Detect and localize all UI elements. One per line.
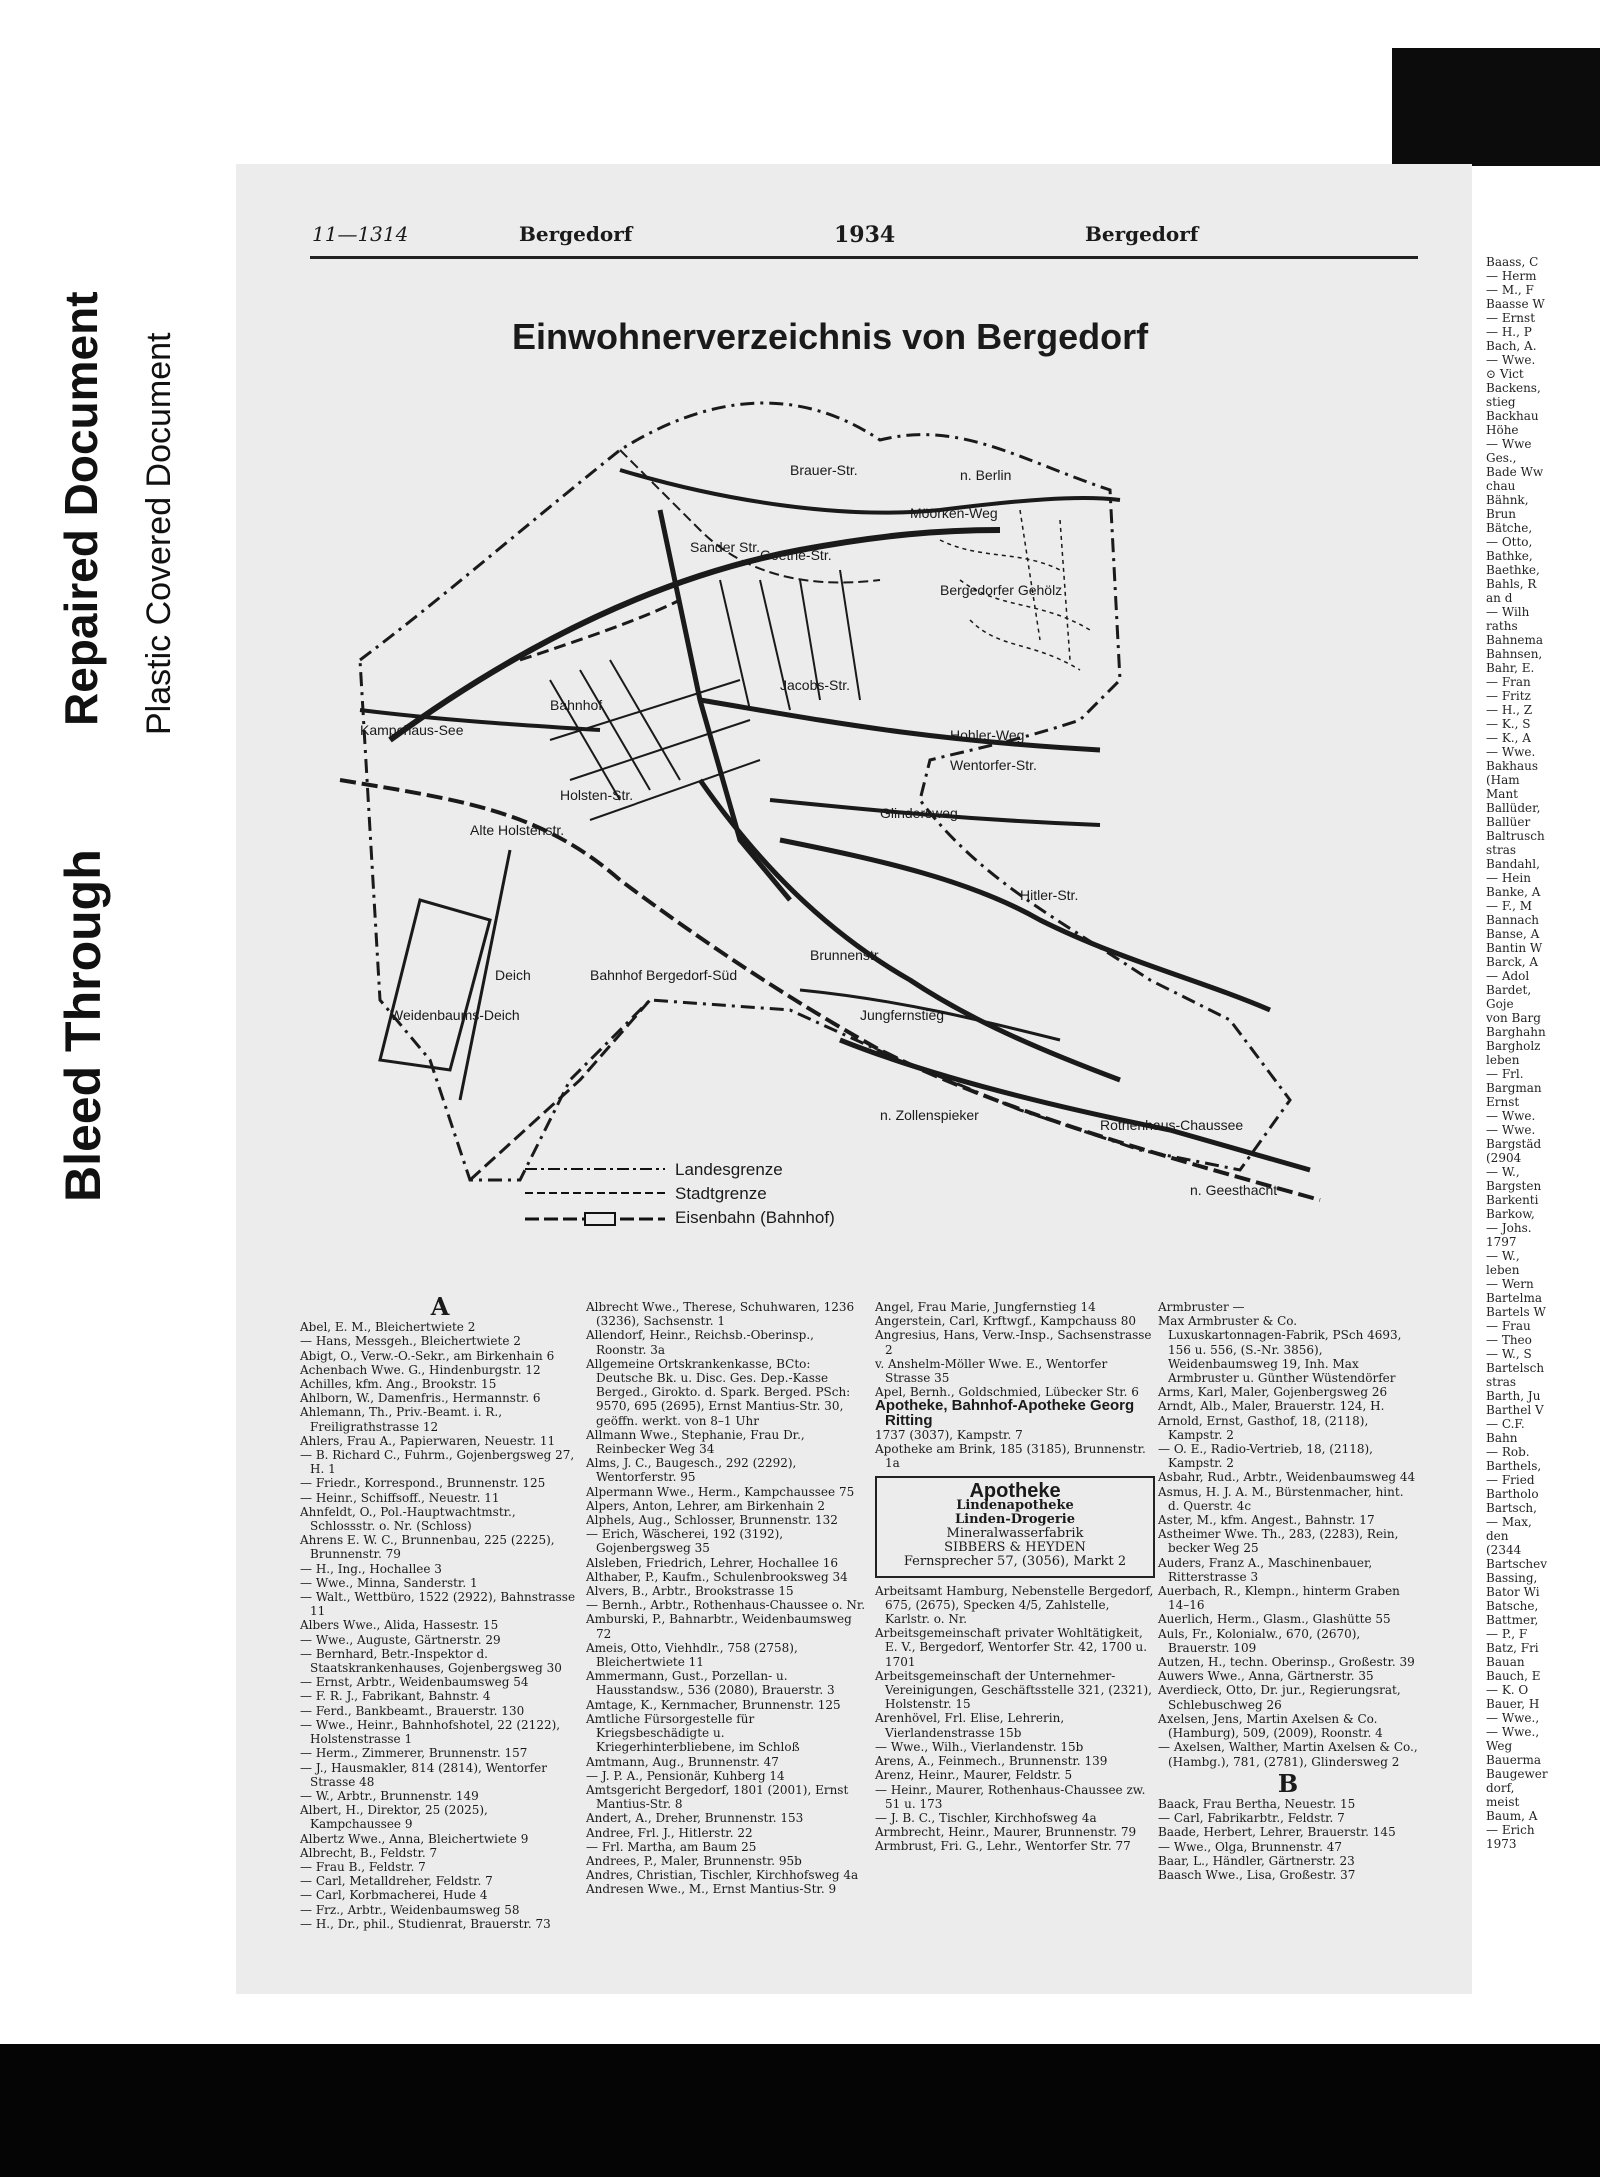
directory-entry: Achilles, kfm. Ang., Brookstr. 15 [300, 1377, 497, 1392]
label-brauer: Brauer-Str. [790, 462, 858, 478]
adjacent-line: Bandahl, [1486, 857, 1540, 871]
adjacent-line: dorf, [1486, 1781, 1515, 1795]
adjacent-line: — Frau [1486, 1319, 1531, 1333]
adjacent-line: Weg [1486, 1739, 1513, 1753]
label-hitler: Hitler-Str. [1020, 887, 1079, 903]
directory-entry: — Frl. Martha, am Baum 25 [586, 1839, 757, 1854]
adjacent-line: Bauer, H [1486, 1697, 1540, 1711]
hohler-road [700, 700, 1100, 750]
directory-entry: — Walt., Wettbüro, 1522 (2922), Bahnstrasse 11 [300, 1590, 576, 1619]
adjacent-line: Bahnsen, [1486, 647, 1543, 661]
adjacent-line: — K., A [1486, 731, 1531, 745]
label-zollen: n. Zollenspieker [880, 1107, 979, 1123]
directory-entry: — Herm., Zimmerer, Brunnenstr. 157 [300, 1746, 528, 1761]
label-jungfern: Jungfernstieg [860, 1007, 945, 1023]
label-deich: Deich [495, 967, 531, 983]
directory-entry: Amtliche Fürsorgestelle für Kriegsbeschädigte u. Kriegerhinterbliebene, im Schloß [586, 1711, 800, 1755]
directory-entry: — B. Richard C., Fuhrm., Gojenbergsweg 27, H. 1 [300, 1448, 575, 1477]
directory-entry: — Bernh., Arbtr., Rothenhaus-Chaussee o. Nr. [586, 1598, 866, 1613]
directory-entry: Arbeitsgemeinschaft der Unternehmer-Vereinigungen, Geschäftsstelle 321, (2321), Holstenstr. 15 [875, 1668, 1152, 1712]
directory-entry: Alvers, B., Arbtr., Brookstrasse 15 [586, 1584, 794, 1599]
adjacent-line: — M., F [1486, 283, 1534, 297]
adjacent-line: Mant [1486, 787, 1518, 801]
directory-entry: — J. B. C., Tischler, Kirchhofsweg 4a [875, 1810, 1097, 1825]
scan-black-bar [0, 2044, 1600, 2177]
adjacent-line: Barkenti [1486, 1193, 1539, 1207]
directory-entry: Arms, Karl, Maler, Gojenbergsweg 26 [1158, 1385, 1388, 1400]
adjacent-line: Barck, A [1486, 955, 1538, 969]
directory-column-2 [586, 1300, 866, 1897]
advert-lindenapotheke [875, 1476, 1155, 1577]
legend-eisenbahn: Eisenbahn (Bahnhof) [675, 1208, 835, 1227]
directory-entry: Aster, M., kfm. Angest., Bahnstr. 17 [1158, 1513, 1375, 1528]
label-geesthacht: n. Geesthacht [1190, 1182, 1278, 1198]
label-repaired-document: Repaired Document [55, 291, 107, 726]
directory-entry: — Heinr., Maurer, Rothenhaus-Chaussee zw. 51 u. 173 [875, 1782, 1146, 1811]
adjacent-line: — H., P [1486, 325, 1532, 339]
directory-entry: Alphels, Aug., Schlosser, Brunnenstr. 132 [586, 1513, 838, 1528]
adjacent-line: stieg [1486, 395, 1516, 409]
directory-entry: Andree, Frl. J., Hitlerstr. 22 [586, 1825, 753, 1840]
directory-entry: Andres, Christian, Tischler, Kirchhofsweg 4a [586, 1868, 859, 1883]
apotheke-ritting: Apotheke, Bahnhof-Apotheke Georg Ritting [875, 1397, 1135, 1429]
adjacent-line: — Otto, [1486, 535, 1533, 549]
directory-entry: Baasch Wwe., Lisa, Großestr. 37 [1158, 1867, 1356, 1882]
adjacent-line: Batz, Fri [1486, 1641, 1539, 1655]
moorken-road [620, 470, 1120, 513]
directory-entry: — F. R. J., Fabrikant, Bahnstr. 4 [300, 1689, 491, 1704]
adjacent-line: — Adol [1486, 969, 1530, 983]
directory-entry: Albrecht Wwe., Therese, Schuhwaren, 1236 (3236), Sachsenstr. 1 [586, 1300, 855, 1329]
adjacent-line: — Max, [1486, 1515, 1532, 1529]
adjacent-line: Banse, A [1486, 927, 1540, 941]
adjacent-line: Bargstäd [1486, 1137, 1542, 1151]
adjacent-line: Goje [1486, 997, 1514, 1011]
ad-name: Apotheke [969, 1480, 1061, 1503]
directory-entry: Andrees, P., Maler, Brunnenstr. 95b [586, 1853, 802, 1868]
adjacent-line: Bassing, [1486, 1571, 1538, 1585]
directory-entry: — H., Ing., Hochallee 3 [300, 1561, 442, 1576]
directory-entry: Astheimer Wwe. Th., 283, (2283), Rein, becker Weg 25 [1158, 1527, 1399, 1556]
directory-entry: Allendorf, Heinr., Reichsb.-Oberinsp., Roonstr. 3a [586, 1328, 814, 1357]
adjacent-line: Brun [1486, 507, 1517, 521]
adjacent-line: Banke, A [1486, 885, 1541, 899]
header-right-place: Bergedorf [1085, 222, 1199, 246]
directory-entry: Alpers, Anton, Lehrer, am Birkenhain 2 [586, 1498, 826, 1513]
label-holsten: Holsten-Str. [560, 787, 634, 803]
directory-entry: Arndt, Alb., Maler, Brauerstr. 124, H. [1158, 1399, 1385, 1414]
adjacent-line: Backhau [1486, 409, 1539, 423]
page-header [312, 222, 1417, 252]
label-kamp: Kampchaus-See [360, 722, 464, 738]
directory-entry: — Carl, Metalldreher, Feldstr. 7 [300, 1874, 493, 1889]
label-jacobs: Jacobs-Str. [780, 677, 851, 693]
adjacent-line: — Theo [1486, 1333, 1532, 1347]
directory-entry: Alsleben, Friedrich, Lehrer, Hochallee 16 [586, 1555, 839, 1570]
adjacent-line: Bartschev [1486, 1557, 1548, 1571]
adjacent-line: — Wwe. [1486, 353, 1536, 367]
adjacent-page-strip [1486, 255, 1600, 1945]
adjacent-line: raths [1486, 619, 1518, 633]
directory-entry: Amtsgericht Bergedorf, 1801 (2001), Ernst Mantius-Str. 8 [586, 1782, 849, 1812]
section-letter-a: A [430, 1292, 450, 1321]
directory-entry: Armbrust, Fri. G., Lehr., Wentorfer Str. 77 [875, 1839, 1131, 1854]
adjacent-line: Bahn [1486, 1431, 1518, 1445]
entries-c3b [875, 1584, 1155, 1854]
rothenhaus-road [840, 1040, 1310, 1170]
directory-entry: — Bernhard, Betr.-Inspektor d. Staatskrankenhauses, Gojenbergsweg 30 [300, 1646, 562, 1676]
directory-entry: — Wwe., Auguste, Gärtnerstr. 29 [300, 1632, 501, 1647]
adjacent-line: — K. O [1486, 1683, 1529, 1697]
adjacent-line: Bantin W [1486, 941, 1543, 955]
directory-entry: Arenz, Heinr., Maurer, Feldstr. 5 [875, 1768, 1073, 1783]
page-ref: 11—1314 [312, 222, 409, 246]
directory-entry: — O. E., Radio-Vertrieb, 18, (2118), Kampstr. 2 [1158, 1442, 1373, 1471]
directory-entry: Albrecht, B., Feldstr. 7 [300, 1845, 438, 1860]
adjacent-line: Baethke, [1486, 563, 1540, 577]
adjacent-line: (2904 [1486, 1151, 1522, 1165]
directory-entry: Amtage, K., Kernmacher, Brunnenstr. 125 [586, 1697, 841, 1712]
adjacent-line: den [1486, 1529, 1509, 1543]
adjacent-line: Bahnema [1486, 633, 1544, 647]
directory-entry: Andresen Wwe., M., Ernst Mantius-Str. 9 [586, 1882, 837, 1897]
adjacent-line: — Wwe. [1486, 745, 1536, 759]
adjacent-line: — Hein [1486, 871, 1531, 885]
directory-entry: — W., Arbtr., Brunnenstr. 149 [300, 1788, 479, 1803]
adjacent-line: Bähnk, [1486, 493, 1529, 507]
label-moorken: Möörken-Weg [910, 505, 998, 521]
entries-c3a [875, 1300, 1155, 1399]
adjacent-line: — Johs. [1486, 1221, 1532, 1235]
adjacent-line: — Erich [1486, 1823, 1535, 1837]
north-railway [520, 600, 680, 660]
adjacent-line: — K., S [1486, 717, 1531, 731]
directory-entry: Alms, J. C., Baugesch., 292 (2292), Wentorferstr. 95 [586, 1456, 797, 1485]
adjacent-line: — W., [1486, 1249, 1520, 1263]
adjacent-line: Bartelsch [1486, 1361, 1545, 1375]
directory-entry: Arenhövel, Frl. Elise, Lehrerin, Vierlandenstrasse 15b [875, 1711, 1065, 1740]
adjacent-line: Bator Wi [1486, 1585, 1540, 1599]
directory-entry: — Wwe., Wilh., Vierlandenstr. 15b [875, 1739, 1084, 1754]
directory-entry: — Erich, Wäscherei, 192 (3192), Gojenbergsweg 35 [586, 1527, 784, 1556]
directory-entry: Auls, Fr., Kolonialw., 670, (2670), Brauerstr. 109 [1158, 1626, 1361, 1655]
adjacent-line: Ernst [1486, 1095, 1520, 1109]
adjacent-line: — Wwe. [1486, 1123, 1536, 1137]
adjacent-line: Bahr, E. [1486, 661, 1535, 675]
ad-line: Linden-Drogerie [955, 1511, 1075, 1527]
adjacent-line: — W., S [1486, 1347, 1532, 1361]
directory-entry: — Carl, Korbmacherei, Hude 4 [300, 1888, 488, 1903]
directory-column-1 [300, 1292, 580, 1931]
directory-entry: Albertz Wwe., Anna, Bleichertwiete 9 [300, 1831, 529, 1846]
directory-entry: — Ernst, Arbtr., Weidenbaumsweg 54 [300, 1675, 529, 1690]
town-map [320, 380, 1340, 1280]
entries-c4b [1158, 1797, 1418, 1882]
directory-entry: Amburski, P., Bahnarbtr., Weidenbaumsweg 72 [586, 1612, 852, 1641]
directory-entry: Apel, Bernh., Goldschmied, Lübecker Str. 6 [875, 1385, 1139, 1400]
directory-entry: Arens, A., Feinmech., Brunnenstr. 139 [875, 1754, 1108, 1769]
adjacent-line: — Fran [1486, 675, 1531, 689]
directory-entry: v. Anshelm-Möller Wwe. E., Wentorfer Strasse 35 [875, 1356, 1108, 1386]
directory-entry: Ahrens E. W. C., Brunnenbau, 225 (2225), Brunnenstr. 79 [300, 1533, 555, 1562]
directory-entry: Angerstein, Carl, Krftwgf., Kampchauss 80 [875, 1314, 1137, 1329]
directory-entry: Amtmann, Aug., Brunnenstr. 47 [586, 1754, 779, 1769]
directory-entry: Albert, H., Direktor, 25 (2025), Kampchaussee 9 [300, 1803, 488, 1832]
old-town-grid [550, 570, 860, 820]
directory-entry: — J. P. A., Pensionär, Kuhberg 14 [586, 1768, 785, 1783]
adjacent-line: chau [1486, 479, 1516, 493]
directory-entry: Arbeitsamt Hamburg, Nebenstelle Bergedorf, 675, (2675), Specken 4/5, Zahlstelle, Karlstr. o. Nr. [875, 1583, 1154, 1627]
label-weidenbaum: Weidenbaums-Deich [390, 1007, 520, 1023]
adjacent-line: Baugewer [1486, 1767, 1548, 1781]
directory-entry: Auerlich, Herm., Glasm., Glashütte 55 [1158, 1612, 1391, 1627]
weidenbaum-deich [380, 900, 490, 1070]
header-year: 1934 [834, 222, 896, 248]
directory-entry: — Wwe., Heinr., Bahnhofshotel, 22 (2122), Holstenstrasse 1 [300, 1717, 561, 1747]
directory-entry: Arnold, Ernst, Gasthof, 18, (2118), Kampstr. 2 [1158, 1413, 1369, 1442]
directory-column-3 [875, 1300, 1155, 1854]
adjacent-line: Battmer, [1486, 1613, 1539, 1627]
header-rule [310, 256, 1418, 259]
directory-entry: — Wwe., Minna, Sanderstr. 1 [300, 1575, 478, 1590]
directory-entry: Armbruster — [1158, 1300, 1245, 1314]
directory-entry: — Frz., Arbtr., Weidenbaumsweg 58 [300, 1902, 520, 1917]
directory-entry: Asmus, H. J. A. M., Bürstenmacher, hint. d. Querstr. 4c [1158, 1484, 1404, 1513]
adjacent-line: Bauan [1486, 1655, 1525, 1669]
directory-entry: Abel, E. M., Bleichertwiete 2 [300, 1320, 476, 1335]
directory-entry: Ahlers, Frau A., Papierwaren, Neuestr. 11 [300, 1433, 556, 1448]
directory-entry: — J., Hausmakler, 814 (2814), Wentorfer Strasse 48 [300, 1760, 547, 1789]
label-bahnhof: Bahnhof [550, 697, 603, 713]
directory-entry: Angel, Frau Marie, Jungfernstieg 14 [875, 1300, 1096, 1314]
directory-entry: — H., Dr., phil., Studienrat, Brauerstr. 73 [300, 1916, 551, 1931]
adjacent-line: leben [1486, 1053, 1520, 1067]
label-sued: Bahnhof Bergedorf-Süd [590, 967, 738, 983]
directory-entry: Arbeitsgemeinschaft privater Wohltätigkeit, E. V., Bergedorf, Wentorfer Str. 42, 1700 u. 1701 [875, 1626, 1148, 1669]
adjacent-line: — Wilh [1486, 605, 1530, 619]
adjacent-line: (2344 [1486, 1543, 1522, 1557]
adjacent-line: Bargman [1486, 1081, 1542, 1095]
adjacent-line: — Wern [1486, 1277, 1534, 1291]
directory-entry: Abigt, O., Verw.-O.-Sekr., am Birkenhain 6 [300, 1348, 555, 1363]
label-rothenhaus: Rothenhaus-Chaussee [1100, 1117, 1244, 1133]
main-railway [340, 780, 1320, 1200]
adjacent-line: Baum, A [1486, 1809, 1538, 1823]
legend-landesgrenze: Landesgrenze [675, 1160, 783, 1179]
adjacent-line: meist [1486, 1795, 1520, 1809]
header-left-place: Bergedorf [519, 222, 633, 246]
town-map-svg [320, 380, 1340, 1280]
label-brunnen: Brunnenstr. [810, 947, 882, 963]
adjacent-line: — C.F. [1486, 1417, 1525, 1431]
directory-entry: — Carl, Fabrikarbtr., Feldstr. 7 [1158, 1811, 1345, 1826]
entries-c4a [1158, 1300, 1418, 1769]
directory-entry: — Ferd., Bankbeamt., Brauerstr. 130 [300, 1703, 525, 1718]
directory-entry: Baar, L., Händler, Gärtnerstr. 23 [1158, 1853, 1355, 1868]
adjacent-line: Bauch, E [1486, 1669, 1541, 1683]
landesgrenze-line [360, 403, 1290, 1180]
adjacent-line: Bannach [1486, 913, 1540, 927]
label-bleed-through: Bleed Through [55, 849, 111, 1202]
adjacent-line: Bardet, [1486, 983, 1532, 997]
ad-line: Fernsprecher 57, (3056), Markt 2 [903, 1554, 1127, 1570]
adjacent-line: an d [1486, 591, 1513, 605]
adjacent-line: — H., Z [1486, 703, 1533, 717]
directory-entry: — Frau B., Feldstr. 7 [300, 1859, 426, 1874]
directory-entry: Auwers Wwe., Anna, Gärtnerstr. 35 [1158, 1669, 1374, 1684]
directory-entry: Axelsen, Jens, Martin Axelsen & Co. (Hamburg), 509, (2009), Roonstr. 4 [1158, 1711, 1383, 1741]
adjacent-line: Baasse W [1486, 297, 1545, 311]
directory-entry: Ameis, Otto, Viehhdlr., 758 (2758), Bleichertwiete 11 [586, 1640, 798, 1670]
adjacent-line: 1797 [1486, 1235, 1517, 1249]
adjacent-line: — Wwe., [1486, 1725, 1540, 1739]
directory-entry: Baack, Frau Bertha, Neuestr. 15 [1158, 1796, 1356, 1811]
entries-c1 [300, 1320, 580, 1931]
label-hohler: Hohler-Weg [950, 727, 1025, 743]
directory-entry: Ammermann, Gust., Porzellan- u. Hausstandsw., 536 (2080), Brauerstr. 3 [586, 1669, 835, 1698]
adjacent-line: Barth, Ju [1486, 1389, 1541, 1403]
adjacent-line: Barghahn [1486, 1025, 1546, 1039]
adjacent-page-lines [1486, 255, 1600, 1851]
adjacent-line: ⊙ Vict [1486, 367, 1524, 381]
directory-entry: — Axelsen, Walther, Martin Axelsen & Co., (Hambg.), 781, (2781), Glindersweg 2 [1158, 1740, 1418, 1769]
directory-entry: Auders, Franz A., Maschinenbauer, Ritterstrasse 3 [1158, 1555, 1373, 1584]
adjacent-line: — F., M [1486, 899, 1533, 913]
directory-entry: Averdieck, Otto, Dr. jur., Regierungsrat, Schlebuschweg 26 [1158, 1683, 1401, 1712]
sued-railway [470, 1000, 650, 1180]
adjacent-line: (Ham [1486, 773, 1520, 787]
adjacent-line: — Wwe [1486, 437, 1532, 451]
adjacent-line: Bauerma [1486, 1753, 1542, 1767]
directory-entry: Allgemeine Ortskrankenkasse, BCto: Deutsche Bk. u. Disc. Ges. Dep.-Kasse Berged., Girokto. d. Spark. Berged. PSch: 9570, 695 (2695), Ernst Mantius-Str. 30, geöffn. werkt. von 8–1 Uhr [586, 1356, 851, 1428]
adjacent-line: von Barg [1486, 1011, 1541, 1025]
directory-entry: Alpermann Wwe., Herm., Kampchaussee 75 [586, 1484, 855, 1499]
adjacent-line: stras [1486, 1375, 1517, 1389]
directory-entry: Althaber, P., Kaufm., Schulenbrooksweg 34 [586, 1569, 848, 1584]
adjacent-line: — Wwe., [1486, 1711, 1540, 1725]
adjacent-line: Bargsten [1486, 1179, 1542, 1193]
directory-entry: Baade, Herbert, Lehrer, Brauerstr. 145 [1158, 1825, 1396, 1840]
adjacent-line: Backens, [1486, 381, 1541, 395]
apotheke-brink: Apotheke am Brink, 185 (3185), Brunnenstr. 1a [875, 1442, 1146, 1471]
directory-entry: Asbahr, Rud., Arbtr., Weidenbaumsweg 44 [1158, 1470, 1416, 1485]
label-plastic-covered: Plastic Covered Document [140, 332, 178, 735]
adjacent-line: Barthel V [1486, 1403, 1544, 1417]
adjacent-line: Ballüer [1486, 815, 1531, 829]
adjacent-line: Bätche, [1486, 521, 1533, 535]
adjacent-line: Baltrusch [1486, 829, 1545, 843]
directory-entry: Ahlemann, Th., Priv.-Beamt. i. R., Freiligrathstrasse 12 [300, 1405, 503, 1434]
directory-entry: Albers Wwe., Alida, Hassestr. 15 [300, 1618, 499, 1633]
directory-entry: Autzen, H., techn. Oberinsp., Großestr. 39 [1158, 1655, 1415, 1670]
label-alte: Alte Holstenstr. [470, 822, 565, 838]
directory-entry: Andert, A., Dreher, Brunnenstr. 153 [586, 1811, 804, 1826]
map-title: Einwohnerverzeichnis von Bergedorf [512, 316, 1149, 357]
directory-entry: — Wwe., Olga, Brunnenstr. 47 [1158, 1839, 1342, 1854]
adjacent-line: stras [1486, 843, 1517, 857]
directory-entry: Auerbach, R., Klempn., hinterm Graben 14–16 [1158, 1584, 1400, 1613]
directory-entry: Achenbach Wwe. G., Hindenburgstr. 12 [300, 1362, 541, 1377]
adjacent-line: Baass, C [1486, 255, 1539, 269]
adjacent-line: Bartsch, [1486, 1501, 1537, 1515]
adjacent-line: Ballüder, [1486, 801, 1541, 815]
directory-entry: — Friedr., Korrespond., Brunnenstr. 125 [300, 1476, 546, 1491]
adjacent-line: — Frl. [1486, 1067, 1524, 1081]
apotheke-ritting-info: 1737 (3037), Kampstr. 7 [875, 1427, 1023, 1442]
hitler-road [780, 840, 1270, 1010]
adjacent-line: Bade Ww [1486, 465, 1544, 479]
adjacent-line: — P., F [1486, 1627, 1528, 1641]
section-letter-b: B [1277, 1768, 1299, 1798]
ad-line: Lindenapotheke [956, 1497, 1074, 1513]
label-berlin: n. Berlin [960, 467, 1012, 483]
entries-c2 [586, 1300, 866, 1897]
directory-entry: Angresius, Hans, Verw.-Insp., Sachsenstrasse 2 [875, 1328, 1152, 1357]
adjacent-line: — Herm [1486, 269, 1537, 283]
adjacent-line: — Fried [1486, 1473, 1535, 1487]
ad-line: SIBBERS & HEYDEN [944, 1540, 1086, 1556]
adjacent-line: — W., [1486, 1165, 1520, 1179]
adjacent-line: Bathke, [1486, 549, 1533, 563]
adjacent-line: Bargholz [1486, 1039, 1541, 1053]
adjacent-line: Bach, A. [1486, 339, 1537, 353]
legend-stadtgrenze: Stadtgrenze [675, 1184, 767, 1203]
directory-entry: Ahlborn, W., Damenfris., Hermannstr. 6 [300, 1391, 541, 1406]
adjacent-line: Batsche, [1486, 1599, 1539, 1613]
adjacent-line: Bartelma [1486, 1291, 1543, 1305]
directory-entry: — Hans, Messgeh., Bleichertwiete 2 [300, 1334, 521, 1349]
label-gehoelz: Bergedorfer Gehölz [940, 582, 1063, 598]
adjacent-line: Barkow, [1486, 1207, 1535, 1221]
scan-edge-tab [1392, 48, 1600, 166]
directory-entry: Allmann Wwe., Stephanie, Frau Dr., Reinbecker Weg 34 [586, 1427, 805, 1457]
adjacent-line: Höhe [1486, 423, 1519, 437]
label-wentorfer: Wentorfer-Str. [950, 757, 1037, 773]
directory-column-4 [1158, 1300, 1418, 1882]
directory-entry: — Heinr., Schiffsoff., Neuestr. 11 [300, 1490, 500, 1505]
directory-entry: Ahnfeldt, O., Pol.-Hauptwachtmstr., Schlossstr. o. Nr. (Schloss) [300, 1504, 516, 1534]
label-sander: Sander Str. [690, 539, 761, 555]
adjacent-line: Bakhaus [1486, 759, 1539, 773]
adjacent-line: leben [1486, 1263, 1520, 1277]
adjacent-line: — Wwe. [1486, 1109, 1536, 1123]
adjacent-line: — Fritz [1486, 689, 1531, 703]
adjacent-line: Barthels, [1486, 1459, 1542, 1473]
label-glinder: Glindersweg [880, 805, 958, 821]
directory-entry: Max Armbruster & Co. Luxuskartonnagen-Fabrik, PSch 4693, 156 u. 556, (S.-Nr. 3856), Weidenbaumsweg 19, Inh. Max Armbruster u. Günther Wüstendörfer [1158, 1314, 1402, 1386]
adjacent-line: Bartels W [1486, 1305, 1546, 1319]
adjacent-line: 1973 [1486, 1837, 1517, 1851]
ad-line: Mineralwasserfabrik [946, 1526, 1084, 1542]
label-goethe: Goethe-Str. [760, 547, 832, 563]
adjacent-line: Bahls, R [1486, 577, 1537, 591]
adjacent-line: Bartholo [1486, 1487, 1539, 1501]
directory-entry: Armbrecht, Heinr., Maurer, Brunnenstr. 79 [875, 1825, 1137, 1840]
adjacent-line: — Rob. [1486, 1445, 1530, 1459]
adjacent-line: — Ernst [1486, 311, 1536, 325]
adjacent-line: Ges., [1486, 451, 1517, 465]
